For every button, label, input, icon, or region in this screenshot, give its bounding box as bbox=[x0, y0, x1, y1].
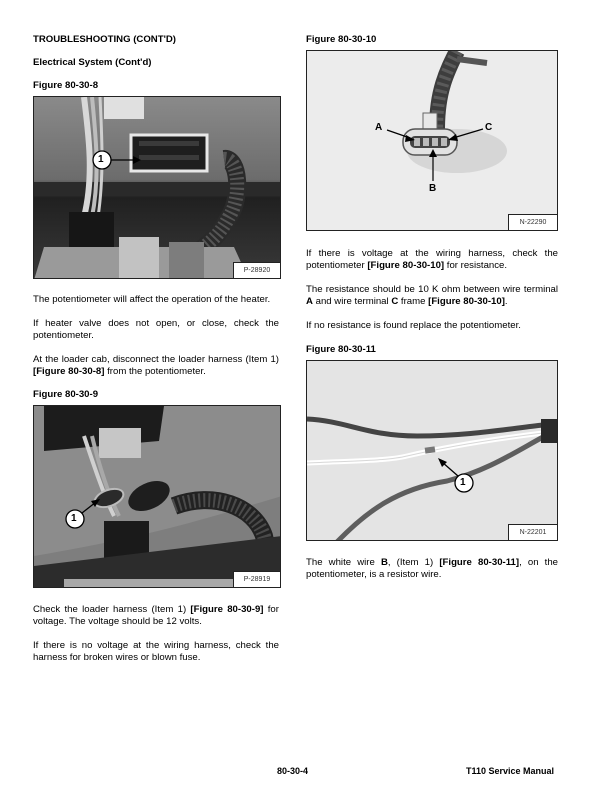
text: At the loader cab, disconnect the loader harness (Item 1) bbox=[33, 354, 279, 365]
paragraph bbox=[306, 557, 558, 580]
photo-id-tag: P-28920 bbox=[233, 262, 280, 278]
figure-reference: [Figure 80-30-10] bbox=[428, 295, 505, 307]
text: , (Item 1) bbox=[387, 557, 440, 568]
photo-illustration bbox=[34, 97, 281, 279]
figure-reference: [Figure 80-30-10] bbox=[367, 259, 445, 271]
text: , on the potentiometer, is a resistor wire. bbox=[306, 557, 559, 580]
terminal-label-c: C bbox=[485, 122, 493, 133]
text: The white wire bbox=[306, 557, 381, 568]
figure-photo-loader-harness bbox=[33, 405, 281, 588]
paragraph bbox=[33, 604, 279, 627]
photo-illustration bbox=[307, 51, 558, 231]
terminal-label-b: B bbox=[429, 183, 437, 194]
text: for voltage. The voltage should be 12 volts. bbox=[33, 604, 279, 627]
figure-reference: [Figure 80-30-8] bbox=[33, 365, 105, 377]
figure-photo-potentiometer-connector bbox=[306, 50, 558, 231]
paragraph bbox=[33, 354, 279, 377]
terminal-ref: B bbox=[380, 557, 388, 568]
subsection-title: Electrical System (Cont'd) bbox=[33, 57, 152, 68]
photo-id-tag: P-28919 bbox=[233, 571, 280, 587]
paragraph bbox=[306, 284, 558, 307]
text: . bbox=[504, 295, 508, 307]
photo-illustration bbox=[307, 361, 558, 541]
text: and wire terminal bbox=[312, 295, 392, 307]
text: from the potentiometer. bbox=[104, 365, 206, 377]
figure-photo-harness-connector bbox=[33, 96, 281, 279]
paragraph: If no resistance is found replace the potentiometer. bbox=[306, 320, 521, 331]
figure-caption: Figure 80-30-11 bbox=[306, 344, 376, 355]
text: Check the loader harness (Item 1) bbox=[33, 604, 191, 615]
photo-id-tag: N-22201 bbox=[508, 524, 557, 540]
terminal-label-a: A bbox=[375, 122, 383, 133]
callout-number: 1 bbox=[71, 513, 77, 524]
photo-illustration bbox=[34, 406, 281, 588]
page-number: 80-30-4 bbox=[277, 766, 309, 776]
figure-caption: Figure 80-30-10 bbox=[306, 34, 377, 45]
terminal-ref: A bbox=[306, 295, 313, 307]
paragraph: If heater valve does not open, or close, check the potentiometer. bbox=[33, 318, 279, 341]
figure-photo-resistor-wire bbox=[306, 360, 558, 541]
figure-reference: [Figure 80-30-11] bbox=[439, 557, 520, 568]
figure-caption: Figure 80-30-9 bbox=[33, 389, 99, 400]
text: frame bbox=[398, 295, 429, 307]
text: If there is voltage at the wiring harness, check the potentiometer bbox=[306, 248, 558, 271]
text: for resistance. bbox=[444, 259, 508, 271]
photo-id-tag: N-22290 bbox=[508, 214, 557, 230]
manual-title: T110 Service Manual bbox=[466, 766, 555, 776]
paragraph bbox=[306, 248, 558, 271]
figure-caption: Figure 80-30-8 bbox=[33, 80, 99, 91]
terminal-ref: C bbox=[391, 295, 399, 307]
paragraph: If there is no voltage at the wiring harness, check the harness for broken wires or blown fuse. bbox=[33, 640, 279, 663]
paragraph: The potentiometer will affect the operation of the heater. bbox=[33, 294, 271, 305]
callout-number: 1 bbox=[460, 477, 466, 488]
figure-reference: [Figure 80-30-9] bbox=[190, 604, 264, 615]
section-title: TROUBLESHOOTING (CONT'D) bbox=[33, 34, 176, 45]
callout-number: 1 bbox=[98, 154, 104, 165]
text: The resistance should be 10 K ohm between wire terminal bbox=[306, 284, 558, 295]
